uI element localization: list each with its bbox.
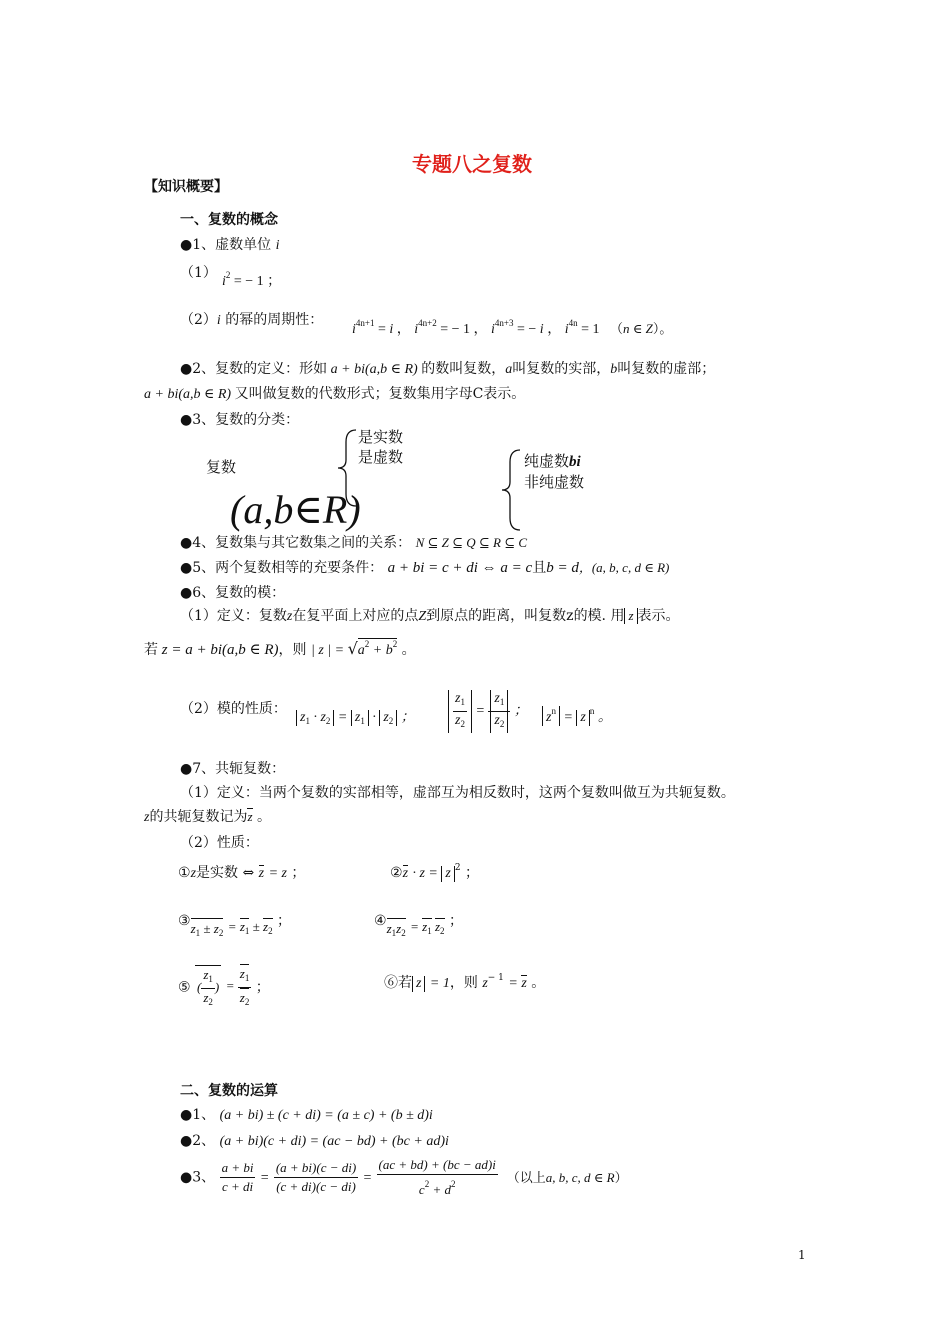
modulus-property-quotient: $\frac{z_1}{z_2}$ = $\frac{z_1}{z_2}$ ； bbox=[448, 690, 528, 733]
summary-heading: 【知识概要】 bbox=[144, 179, 228, 195]
item-conjugate: ●7、共轭复数： bbox=[180, 761, 286, 777]
class-condition: (a,b∈R) bbox=[230, 487, 361, 532]
item-imaginary-unit: ●1、虚数单位 i bbox=[180, 237, 280, 253]
section1-heading: 一、复数的概念 bbox=[180, 212, 278, 228]
conjugate-notation: z的共轭复数记为z 。 bbox=[144, 809, 271, 825]
conj-prop-3: $③z_1 \pm z_2 = z_1 \pm z_2$ ； bbox=[178, 913, 292, 938]
conj-prop-1: ①z是实数 ⇔ z = z ； bbox=[178, 865, 306, 881]
page-title: 专题八之复数 bbox=[412, 152, 532, 176]
item-definition: ●2、复数的定义：形如 a + bi(a,b ∈ R) 的数叫复数，a叫复数的实部，b叫复数的虚部； bbox=[180, 361, 716, 377]
item-i-period: （2）i 的幂的周期性： bbox=[180, 312, 324, 328]
op-add: ●1、 (a + bi) ± (c + di) = (a ± c) + (b ± d)i bbox=[180, 1107, 433, 1123]
class-imag: 是虚数 bbox=[358, 448, 404, 466]
op-divide: ●3、 $\frac{a + bi}{c + di}$ = $\frac{(a + bi)(c - di)}{(c + di)(c - di)}$ = $\frac{(ac + bd) + (bc - ad)i}{c^2 + d^2}$ （以上a, b, c, d ∈ R） bbox=[180, 1157, 628, 1197]
conj-prop-2: ②z · z = z $^2$ ； bbox=[390, 863, 480, 881]
item-classification: ●3、复数的分类： bbox=[180, 412, 300, 428]
class-nonpure: 非纯虚数 bbox=[524, 473, 585, 491]
item-set-relation: ●4、复数集与其它数集之间的关系： N ⊆ Z ⊆ Q ⊆ R ⊆ C bbox=[180, 535, 528, 551]
formula-i-powers: $i^{4n+1} = i$ ， $i^{4n+2}$ = − 1 ， $i^{4n+3}$ = − i ， $i^{4n} = 1$ （n ∈ Z）。 bbox=[352, 318, 673, 337]
class-complex-label: 复数 bbox=[206, 458, 237, 476]
item-i-squared: （1） bbox=[180, 265, 217, 281]
conj-prop-5: ⑤ ( $\frac{z_1}{z_2}$ ) = $\frac{z_1}{z_2}$ ； bbox=[178, 964, 270, 1011]
class-real: 是实数 bbox=[358, 428, 404, 446]
modulus-formula: 若 z = a + bi(a,b ∈ R)，则 | z | = $√a^2 + b^2$ 。 bbox=[144, 639, 416, 658]
op-multiply: ●2、 (a + bi)(c + di) = (ac − bd) + (bc + ad)i bbox=[180, 1133, 449, 1149]
conj-prop-6: ⑥若 z = 1，则 $z^{- 1} = z$ 。 bbox=[384, 973, 546, 991]
modulus-properties-label: （2）模的性质： bbox=[180, 701, 287, 717]
brace-right-icon bbox=[496, 448, 526, 532]
modulus-definition: （1）定义：复数z在复平面上对应的点Z到原点的距离，叫复数z的模. 用 z 表示。 bbox=[180, 608, 680, 624]
item-definition-cont: a + bi(a,b ∈ R) 又叫做复数的代数形式；复数集用字母C表示。 bbox=[144, 386, 526, 402]
class-pure: 纯虚数bi bbox=[524, 452, 581, 470]
conjugate-definition: （1）定义：当两个复数的实部相等，虚部互为相反数时，这两个复数叫做互为共轭复数。 bbox=[180, 785, 735, 801]
modulus-property-product: $z_1 \cdot z_2 = z_1 \cdot z_2$ ； bbox=[296, 706, 415, 726]
modulus-property-power: $z^n = z$ $^n$ 。 bbox=[542, 706, 612, 726]
item-equality: ●5、两个复数相等的充要条件： a + bi = c + di ⇔ a = c且b = d，(a, b, c, d ∈ R) bbox=[180, 560, 670, 576]
formula-i-squared: $i^2$ = − 1 ； bbox=[222, 270, 282, 289]
section2-heading: 二、复数的运算 bbox=[180, 1083, 278, 1099]
item-modulus: ●6、复数的模： bbox=[180, 585, 286, 601]
conj-prop-4: $④z_1z_2 = z_1$ $z_2$ ； bbox=[374, 913, 463, 938]
conjugate-properties-label: （2）性质： bbox=[180, 835, 259, 851]
page-number: 1 bbox=[798, 1248, 806, 1262]
